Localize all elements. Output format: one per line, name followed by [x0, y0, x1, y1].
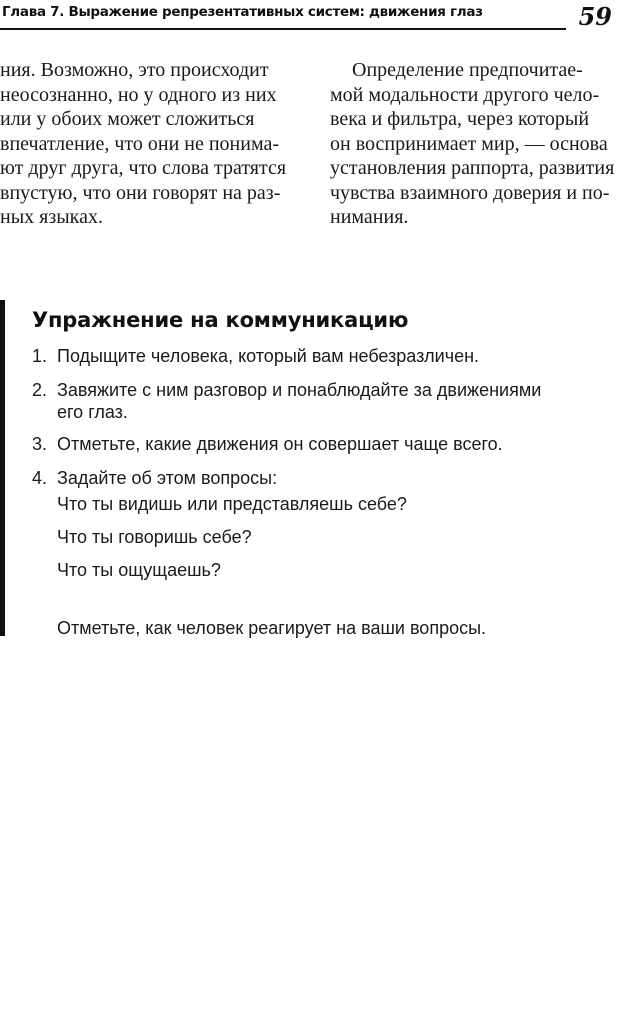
list-item	[32, 468, 277, 489]
exercise-box	[0, 300, 600, 636]
text-line: нимания.	[330, 206, 409, 228]
list-item	[32, 434, 503, 455]
item-text: Задайте об этом вопросы:	[57, 468, 278, 488]
question-line: Что ты видишь или представляешь себе?	[57, 494, 407, 514]
page-header	[0, 0, 620, 36]
text-line: мой модальности другого чело-	[330, 83, 600, 106]
text-line: ния. Возможно, это происходит	[0, 59, 269, 81]
question-line: Что ты ощущаешь?	[57, 560, 221, 580]
text-line: неосознанно, но у одного из них	[0, 83, 277, 106]
text-line: Определение предпочитае-	[352, 59, 583, 81]
text-line: впечатление, что они не понима-	[0, 132, 280, 155]
text-line: ют друг друга, что слова тратятся	[0, 157, 287, 179]
header-rule	[0, 28, 566, 30]
page-number: 59	[578, 2, 612, 31]
item-text: Отметьте, какие движения он совершает чаще всего.	[57, 434, 503, 454]
item-number: 3.	[32, 434, 48, 454]
chapter-title: Глава 7. Выражение репрезентативных систем: движения глаз	[2, 4, 483, 20]
text-line: впустую, что они говорят на раз-	[0, 181, 281, 204]
list-item	[32, 380, 541, 401]
text-line: ных языках.	[0, 206, 103, 228]
text-line: он воспринимает мир, — основа	[330, 132, 608, 155]
item-text: Завяжите с ним разговор и понаблюдайте за движениями	[57, 380, 542, 400]
text-line: установления раппорта, развития	[330, 157, 615, 179]
question-line: Что ты говоришь себе?	[57, 527, 252, 547]
item-text: Подыщите человека, который вам небезразличен.	[57, 346, 480, 366]
text-line: чувства взаимного доверия и по-	[330, 181, 610, 204]
item-number: 2.	[32, 380, 48, 400]
right-column	[330, 58, 620, 230]
text-line: или у обоих может сложиться	[0, 108, 255, 130]
text-line: века и фильтра, через который	[330, 108, 590, 130]
item-continuation: его глаз.	[57, 402, 128, 422]
item-number: 1.	[32, 346, 48, 366]
left-column	[0, 58, 293, 230]
exercise-title: Упражнение на коммуникацию	[32, 308, 409, 332]
item-number: 4.	[32, 468, 48, 488]
exercise-side-bar	[0, 300, 5, 636]
closing-line: Отметьте, как человек реагирует на ваши вопросы.	[57, 618, 487, 638]
list-item	[32, 346, 479, 367]
